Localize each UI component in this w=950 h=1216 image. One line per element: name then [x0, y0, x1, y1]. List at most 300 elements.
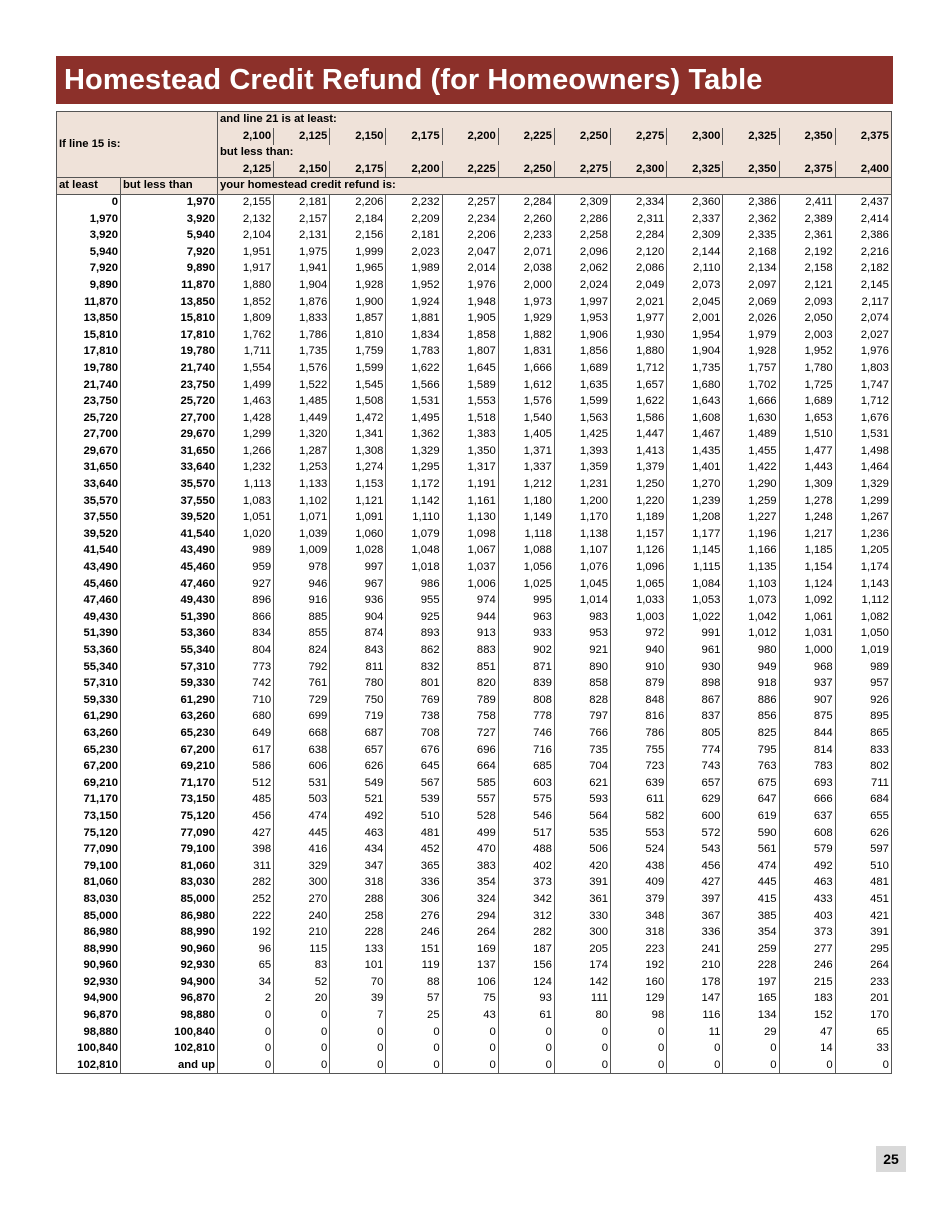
refund-value: 1,019: [835, 643, 891, 660]
refund-value: 398: [218, 842, 274, 859]
refund-value: 926: [835, 692, 891, 709]
header-row-columns: [57, 178, 892, 195]
refund-value: 778: [498, 709, 554, 726]
refund-value: 1,236: [835, 526, 891, 543]
income-at-least: 75,120: [57, 825, 121, 842]
refund-value: 342: [498, 891, 554, 908]
refund-value: 1,121: [330, 493, 386, 510]
refund-value: 318: [330, 875, 386, 892]
refund-value: 201: [835, 991, 891, 1008]
refund-value: 657: [330, 742, 386, 759]
refund-value: 524: [611, 842, 667, 859]
refund-value: 29: [723, 1024, 779, 1041]
refund-value: 1,435: [667, 443, 723, 460]
refund-value: 1,051: [218, 510, 274, 527]
refund-value: 1,759: [330, 344, 386, 361]
refund-value: 142: [554, 974, 610, 991]
refund-value: 115: [274, 941, 330, 958]
refund-value: 1,857: [330, 311, 386, 328]
refund-value: 638: [274, 742, 330, 759]
refund-value: 65: [835, 1024, 891, 1041]
refund-value: 1,405: [498, 427, 554, 444]
income-at-least: 90,960: [57, 958, 121, 975]
refund-value: 1,177: [667, 526, 723, 543]
table-row: [57, 692, 892, 709]
refund-value: 902: [498, 643, 554, 660]
refund-value: 1,852: [218, 294, 274, 311]
refund-value: 39: [330, 991, 386, 1008]
refund-value: 2,086: [611, 261, 667, 278]
refund-value: 916: [274, 593, 330, 610]
refund-value: 649: [218, 725, 274, 742]
income-less-than: 1,970: [121, 194, 218, 211]
refund-value: 336: [386, 875, 442, 892]
refund-value: 680: [218, 709, 274, 726]
refund-value: 953: [554, 626, 610, 643]
refund-value: 2,074: [835, 311, 891, 328]
refund-value: 1,250: [611, 477, 667, 494]
refund-value: 347: [330, 858, 386, 875]
refund-value: 0: [274, 1024, 330, 1041]
less-than-value: 2,200: [386, 161, 442, 178]
refund-value: 151: [386, 941, 442, 958]
refund-value: 2,334: [611, 194, 667, 211]
refund-value: 1,362: [386, 427, 442, 444]
refund-value: 409: [611, 875, 667, 892]
income-less-than: 17,810: [121, 327, 218, 344]
refund-value: 2,120: [611, 244, 667, 261]
table-row: [57, 958, 892, 975]
refund-value: 300: [554, 925, 610, 942]
refund-value: 1,989: [386, 261, 442, 278]
refund-value: 306: [386, 891, 442, 908]
refund-value: 723: [611, 759, 667, 776]
refund-value: 0: [218, 1008, 274, 1025]
refund-value: 1,952: [386, 277, 442, 294]
refund-value: 1,191: [442, 477, 498, 494]
refund-value: 2,145: [835, 277, 891, 294]
refund-value: 1,103: [723, 576, 779, 593]
table-row: [57, 759, 892, 776]
refund-value: 1,477: [779, 443, 835, 460]
refund-value: 512: [218, 775, 274, 792]
refund-value: 1,554: [218, 360, 274, 377]
refund-value: 1,757: [723, 360, 779, 377]
income-less-than: 69,210: [121, 759, 218, 776]
refund-value: 535: [554, 825, 610, 842]
less-than-value: 2,400: [835, 161, 891, 178]
income-at-least: 94,900: [57, 991, 121, 1008]
refund-value: 451: [835, 891, 891, 908]
refund-value: 961: [667, 643, 723, 660]
refund-value: 1,009: [274, 543, 330, 560]
table-row: [57, 344, 892, 361]
refund-value: 116: [667, 1008, 723, 1025]
refund-value: 433: [779, 891, 835, 908]
refund-value: 1,608: [667, 410, 723, 427]
refund-value: 0: [330, 1057, 386, 1074]
refund-value: 866: [218, 609, 274, 626]
refund-value: 629: [667, 792, 723, 809]
refund-value: 2,216: [835, 244, 891, 261]
income-at-least: 49,430: [57, 609, 121, 626]
refund-value: 43: [442, 1008, 498, 1025]
income-less-than: 59,330: [121, 676, 218, 693]
refund-value: 288: [330, 891, 386, 908]
refund-value: 1,951: [218, 244, 274, 261]
refund-value: 510: [835, 858, 891, 875]
income-at-least: 13,850: [57, 311, 121, 328]
income-at-least: 23,750: [57, 394, 121, 411]
refund-value: 210: [274, 925, 330, 942]
refund-value: 2,097: [723, 277, 779, 294]
refund-value: 867: [667, 692, 723, 709]
refund-value: 510: [386, 808, 442, 825]
refund-value: 1,000: [779, 643, 835, 660]
refund-value: 318: [611, 925, 667, 942]
refund-value: 1,485: [274, 394, 330, 411]
refund-value: 215: [779, 974, 835, 991]
refund-value: 983: [554, 609, 610, 626]
refund-value: 294: [442, 908, 498, 925]
table-row: [57, 742, 892, 759]
refund-value: 978: [274, 560, 330, 577]
but-less-than-column-label: but less than: [121, 178, 218, 195]
refund-value: 2,117: [835, 294, 891, 311]
refund-value: 1,876: [274, 294, 330, 311]
refund-value: 0: [274, 1041, 330, 1058]
refund-value: 1,174: [835, 560, 891, 577]
refund-value: 1,622: [386, 360, 442, 377]
refund-value: 421: [835, 908, 891, 925]
table-row: [57, 560, 892, 577]
refund-value: 2,049: [611, 277, 667, 294]
refund-value: 991: [667, 626, 723, 643]
income-at-least: 21,740: [57, 377, 121, 394]
income-less-than: 92,930: [121, 958, 218, 975]
refund-value: 11: [667, 1024, 723, 1041]
refund-value: 844: [779, 725, 835, 742]
refund-value: 1,900: [330, 294, 386, 311]
refund-value: 946: [274, 576, 330, 593]
refund-value: 704: [554, 759, 610, 776]
refund-value: 1,126: [611, 543, 667, 560]
refund-value: 967: [330, 576, 386, 593]
refund-value: 769: [386, 692, 442, 709]
refund-value: 119: [386, 958, 442, 975]
refund-value: 1,880: [218, 277, 274, 294]
income-at-least: 0: [57, 194, 121, 211]
refund-value: 883: [442, 643, 498, 660]
refund-value: 1,110: [386, 510, 442, 527]
income-at-least: 65,230: [57, 742, 121, 759]
income-less-than: 7,920: [121, 244, 218, 261]
less-than-value: 2,125: [218, 161, 274, 178]
less-than-value: 2,350: [723, 161, 779, 178]
table-row: [57, 609, 892, 626]
refund-value: 1,455: [723, 443, 779, 460]
refund-value: 750: [330, 692, 386, 709]
income-less-than: 79,100: [121, 842, 218, 859]
refund-value: 2,258: [554, 228, 610, 245]
refund-value: 1,643: [667, 394, 723, 411]
refund-value: 1,834: [386, 327, 442, 344]
refund-value: 693: [779, 775, 835, 792]
refund-value: 492: [330, 808, 386, 825]
refund-value: 2,389: [779, 211, 835, 228]
refund-value: 1,566: [386, 377, 442, 394]
refund-value: 1,329: [835, 477, 891, 494]
refund-value: 0: [218, 1041, 274, 1058]
table-row: [57, 244, 892, 261]
refund-value: 488: [498, 842, 554, 859]
refund-value: 474: [723, 858, 779, 875]
less-than-value: 2,175: [330, 161, 386, 178]
refund-value: 2,071: [498, 244, 554, 261]
refund-value: 2,014: [442, 261, 498, 278]
income-less-than: 33,640: [121, 460, 218, 477]
refund-value: 949: [723, 659, 779, 676]
refund-value: 789: [442, 692, 498, 709]
table-row: [57, 228, 892, 245]
income-less-than: 5,940: [121, 228, 218, 245]
refund-value: 96: [218, 941, 274, 958]
refund-value: 546: [498, 808, 554, 825]
refund-value: 1,124: [779, 576, 835, 593]
income-less-than: 25,720: [121, 394, 218, 411]
title-banner: [56, 56, 893, 104]
refund-value: 904: [330, 609, 386, 626]
refund-value: 2,045: [667, 294, 723, 311]
refund-value: 1,050: [835, 626, 891, 643]
refund-value: 1,428: [218, 410, 274, 427]
at-least-value: 2,375: [835, 128, 891, 145]
table-row: [57, 311, 892, 328]
table-row: [57, 327, 892, 344]
refund-value: 1,449: [274, 410, 330, 427]
income-less-than: 90,960: [121, 941, 218, 958]
refund-value: 0: [442, 1024, 498, 1041]
income-less-than: 19,780: [121, 344, 218, 361]
refund-value: 1,589: [442, 377, 498, 394]
income-less-than: 15,810: [121, 311, 218, 328]
refund-value: 1,856: [554, 344, 610, 361]
refund-value: 1,522: [274, 377, 330, 394]
refund-value: 1,170: [554, 510, 610, 527]
refund-value: 434: [330, 842, 386, 859]
refund-value: 506: [554, 842, 610, 859]
income-at-least: 69,210: [57, 775, 121, 792]
refund-value: 0: [611, 1024, 667, 1041]
refund-value: 738: [386, 709, 442, 726]
refund-value: 668: [274, 725, 330, 742]
refund-value: 1,510: [779, 427, 835, 444]
refund-value: 907: [779, 692, 835, 709]
refund-value: 2,337: [667, 211, 723, 228]
refund-value: 593: [554, 792, 610, 809]
income-less-than: 65,230: [121, 725, 218, 742]
refund-value: 2,001: [667, 311, 723, 328]
refund-value: 1,576: [498, 394, 554, 411]
income-at-least: 88,990: [57, 941, 121, 958]
at-least-column-label: at least: [57, 178, 121, 195]
refund-value: 1,747: [835, 377, 891, 394]
refund-value: 1,498: [835, 443, 891, 460]
refund-value: 896: [218, 593, 274, 610]
refund-value: 597: [835, 842, 891, 859]
refund-value: 611: [611, 792, 667, 809]
refund-value: 1,599: [554, 394, 610, 411]
income-less-than: 35,570: [121, 477, 218, 494]
refund-value: 445: [723, 875, 779, 892]
refund-value: 0: [667, 1041, 723, 1058]
refund-value: 716: [498, 742, 554, 759]
income-less-than: 77,090: [121, 825, 218, 842]
at-least-value: 2,200: [442, 128, 498, 145]
table-row: [57, 1041, 892, 1058]
refund-value: 438: [611, 858, 667, 875]
refund-value: 1,783: [386, 344, 442, 361]
refund-value: 241: [667, 941, 723, 958]
income-at-least: 73,150: [57, 808, 121, 825]
refund-value: 521: [330, 792, 386, 809]
table-header: [57, 112, 892, 195]
refund-value: 2,121: [779, 277, 835, 294]
refund-value: 910: [611, 659, 667, 676]
refund-value: 52: [274, 974, 330, 991]
refund-value: 2,206: [442, 228, 498, 245]
refund-value: 1,612: [498, 377, 554, 394]
refund-value: 1,039: [274, 526, 330, 543]
refund-value: 106: [442, 974, 498, 991]
refund-value: 936: [330, 593, 386, 610]
refund-value: 1,689: [779, 394, 835, 411]
refund-value: 197: [723, 974, 779, 991]
income-less-than: 11,870: [121, 277, 218, 294]
refund-value: 856: [723, 709, 779, 726]
refund-value: 921: [554, 643, 610, 660]
refund-value: 1,025: [498, 576, 554, 593]
refund-value: 481: [835, 875, 891, 892]
refund-value: 385: [723, 908, 779, 925]
table-row: [57, 891, 892, 908]
refund-value: 0: [611, 1041, 667, 1058]
refund-value: 2,021: [611, 294, 667, 311]
refund-value: 1,531: [835, 427, 891, 444]
refund-value: 156: [498, 958, 554, 975]
refund-value: 586: [218, 759, 274, 776]
refund-value: 1,443: [779, 460, 835, 477]
income-at-least: 98,880: [57, 1024, 121, 1041]
refund-value: 808: [498, 692, 554, 709]
refund-value: 98: [611, 1008, 667, 1025]
refund-value: 874: [330, 626, 386, 643]
refund-value: 758: [442, 709, 498, 726]
refund-value: 1,012: [723, 626, 779, 643]
refund-value: 1,586: [611, 410, 667, 427]
refund-value: 1,401: [667, 460, 723, 477]
refund-value: 848: [611, 692, 667, 709]
income-less-than: 96,870: [121, 991, 218, 1008]
refund-value: 137: [442, 958, 498, 975]
income-at-least: 11,870: [57, 294, 121, 311]
table-row: [57, 526, 892, 543]
refund-value: 626: [330, 759, 386, 776]
refund-value: 2,386: [835, 228, 891, 245]
refund-value: 549: [330, 775, 386, 792]
refund-value: 1,073: [723, 593, 779, 610]
table-row: [57, 643, 892, 660]
refund-value: 696: [442, 742, 498, 759]
income-at-least: 35,570: [57, 493, 121, 510]
refund-value: 1,065: [611, 576, 667, 593]
less-than-value: 2,250: [498, 161, 554, 178]
table-row: [57, 1057, 892, 1074]
refund-value: 1,882: [498, 327, 554, 344]
refund-value: 83: [274, 958, 330, 975]
income-at-least: 19,780: [57, 360, 121, 377]
table-row: [57, 427, 892, 444]
refund-value: 2,144: [667, 244, 723, 261]
refund-value: 152: [779, 1008, 835, 1025]
refund-value: 1,383: [442, 427, 498, 444]
income-less-than: 63,260: [121, 709, 218, 726]
refund-value: 1,712: [611, 360, 667, 377]
refund-value: 1,014: [554, 593, 610, 610]
refund-value: 858: [554, 676, 610, 693]
table-row: [57, 510, 892, 527]
table-row: [57, 294, 892, 311]
refund-value: 761: [274, 676, 330, 693]
refund-value: 1,205: [835, 543, 891, 560]
income-less-than: 83,030: [121, 875, 218, 892]
refund-value: 1,061: [779, 609, 835, 626]
refund-value: 1,976: [442, 277, 498, 294]
income-less-than: 37,550: [121, 493, 218, 510]
refund-value: 2,360: [667, 194, 723, 211]
refund-value: 2,233: [498, 228, 554, 245]
income-at-least: 15,810: [57, 327, 121, 344]
refund-value: 1,267: [835, 510, 891, 527]
refund-value: 1,329: [386, 443, 442, 460]
table-row: [57, 626, 892, 643]
income-less-than: 23,750: [121, 377, 218, 394]
refund-value: 797: [554, 709, 610, 726]
table-row: [57, 974, 892, 991]
refund-value: 329: [274, 858, 330, 875]
table-row: [57, 1024, 892, 1041]
refund-value: 111: [554, 991, 610, 1008]
refund-value: 871: [498, 659, 554, 676]
refund-value: 88: [386, 974, 442, 991]
income-at-least: 83,030: [57, 891, 121, 908]
income-at-least: 41,540: [57, 543, 121, 560]
refund-value: 282: [498, 925, 554, 942]
refund-value: 330: [554, 908, 610, 925]
refund-value: 170: [835, 1008, 891, 1025]
refund-value: 270: [274, 891, 330, 908]
refund-value: 1,031: [779, 626, 835, 643]
refund-value: 763: [723, 759, 779, 776]
refund-value: 2,437: [835, 194, 891, 211]
refund-value: 373: [498, 875, 554, 892]
refund-value: 383: [442, 858, 498, 875]
refund-value: 2,062: [554, 261, 610, 278]
refund-value: 833: [835, 742, 891, 759]
income-at-least: 47,460: [57, 593, 121, 610]
refund-value: 600: [667, 808, 723, 825]
refund-value: 766: [554, 725, 610, 742]
